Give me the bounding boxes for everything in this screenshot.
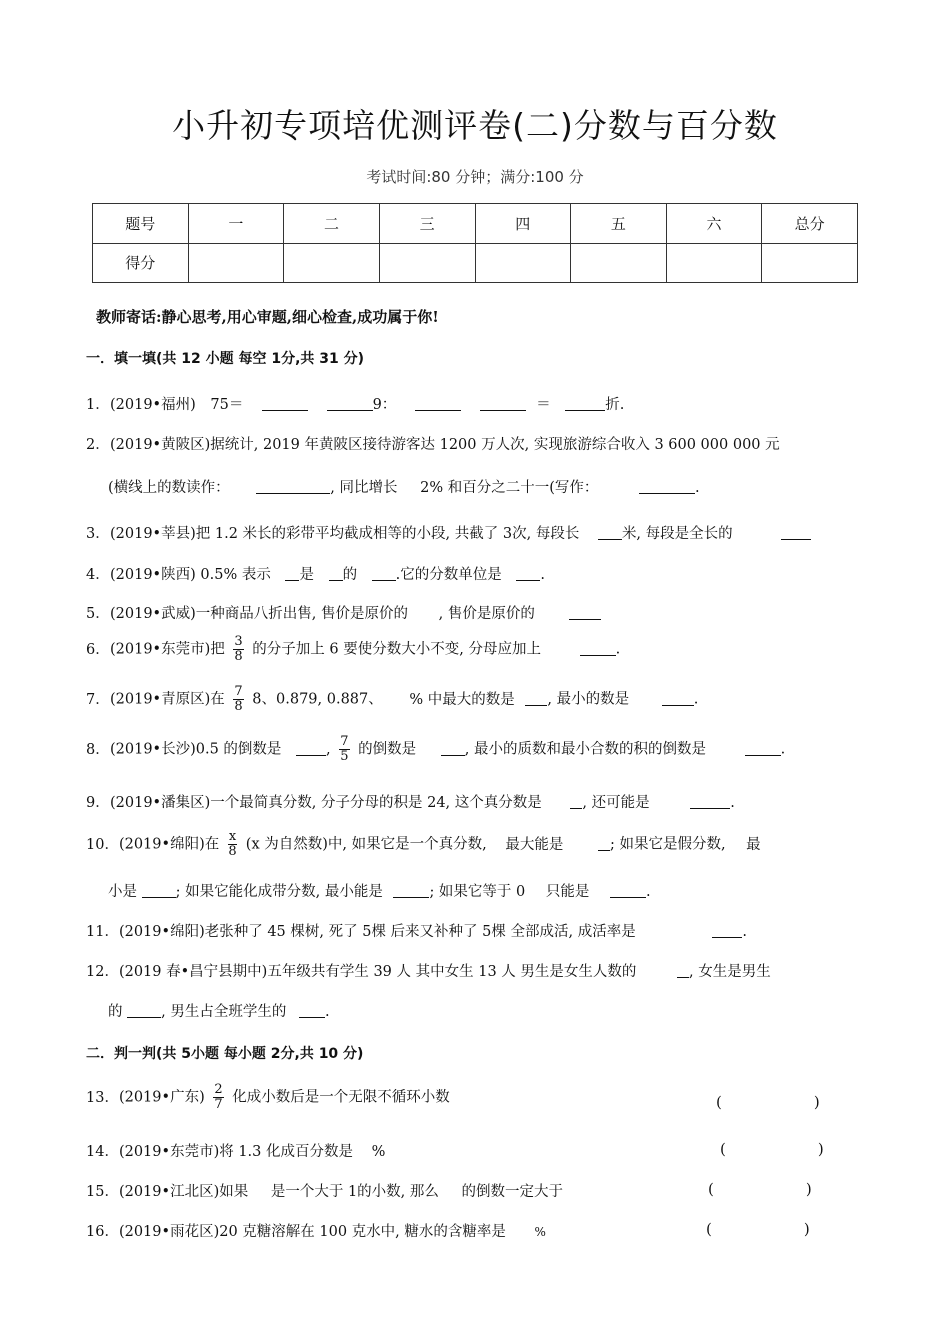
answer-blank[interactable]	[570, 794, 582, 809]
question-6: 6．(2019•东莞市)把 $\frac{3}{8}$ 的分子加上 6 要使分数大小不变, 分母应加上 .	[86, 634, 621, 664]
answer-blank[interactable]	[525, 691, 547, 706]
score-cell[interactable]	[379, 243, 475, 283]
question-15: 15．(2019•江北区)如果 是一个大于 1的小数, 那么 的倒数一定大于	[86, 1184, 564, 1200]
score-cell[interactable]	[284, 243, 380, 283]
question-7: 7．(2019•青原区)在 $\frac{7}{8}$ 8、0.879, 0.887、 % 中最大的数是 , 最小的数是 .	[86, 684, 699, 714]
answer-blank[interactable]	[610, 883, 646, 898]
question-2-line-2: (横线上的数读作： , 同比增长 2% 和百分之二十一(写作： .	[108, 480, 700, 496]
fraction: $\frac{3}{8}$	[234, 634, 243, 664]
question-12-line-2: 的 , 男生占全班学生的 .	[108, 1004, 330, 1020]
question-4: 4．(2019•陕西) 0.5% 表示 是 的 .它的分数单位是 .	[86, 567, 545, 583]
score-table-header-row	[93, 204, 858, 244]
answer-blank[interactable]	[285, 566, 299, 581]
question-11: 11．(2019•绵阳)老张种了 45 棵树, 死了 5棵 后来又补种了 5棵 全部成活, 成活率是 .	[86, 924, 747, 940]
exam-info: 考试时间:80 分钟；满分:100 分	[366, 168, 584, 186]
score-cell[interactable]	[762, 243, 858, 283]
header-cell: 二	[284, 204, 380, 244]
question-1: 1．(2019•福州) 75＝ 9： ＝ 折.	[86, 397, 625, 413]
answer-blank[interactable]	[639, 479, 695, 494]
answer-blank[interactable]	[781, 525, 811, 540]
score-cell[interactable]	[571, 243, 667, 283]
teacher-message: 教师寄话:静心思考,用心审题,细心检查,成功属于你!	[96, 308, 439, 326]
answer-blank[interactable]	[299, 1003, 325, 1018]
question-12: 12．(2019 春•昌宁县期中)五年级共有学生 39 人 其中女生 13 人 男生是女生人数的 , 女生是男生	[86, 964, 771, 980]
answer-blank[interactable]	[415, 396, 461, 411]
answer-blank[interactable]	[262, 396, 308, 411]
answer-blank[interactable]	[598, 525, 622, 540]
fraction: $\frac{x}{8}$	[228, 829, 237, 859]
header-cell: 五	[571, 204, 667, 244]
answer-blank[interactable]	[393, 883, 429, 898]
question-3: 3．(2019•莘县)把 1.2 米长的彩带平均截成相等的小段, 共截了 3次, 每段长 米, 每段是全长的	[86, 522, 811, 543]
question-2: 2．(2019•黄陂区)据统计, 2019 年黄陂区接待游客达 1200 万人次, 实现旅游综合收入 3 600 000 000 元	[86, 437, 780, 453]
header-cell: 六	[666, 204, 762, 244]
question-9: 9．(2019•潘集区)一个最简真分数, 分子分母的积是 24, 这个真分数是 , 还可能是 .	[86, 795, 735, 811]
header-cell: 一	[188, 204, 284, 244]
score-cell[interactable]	[188, 243, 284, 283]
header-cell: 总分	[762, 204, 858, 244]
answer-blank[interactable]	[565, 396, 605, 411]
answer-blank[interactable]	[480, 396, 526, 411]
answer-blank[interactable]	[329, 566, 343, 581]
answer-blank[interactable]	[142, 883, 176, 898]
answer-blank[interactable]	[662, 691, 694, 706]
question-10: 10．(2019•绵阳)在 $\frac{x}{8}$ (x 为自然数)中, 如果它是一个真分数, 最大能是 ; 如果它是假分数, 最	[86, 829, 761, 859]
answer-blank[interactable]	[441, 741, 465, 756]
answer-parentheses[interactable]: ( )	[706, 1220, 810, 1238]
question-13: 13．(2019•广东) $\frac{2}{7}$ 化成小数后是一个无限不循环小数	[86, 1082, 450, 1112]
answer-parentheses[interactable]: ( )	[720, 1140, 824, 1158]
fraction: $\frac{7}{5}$	[340, 734, 349, 764]
score-cell[interactable]	[666, 243, 762, 283]
answer-parentheses[interactable]: ( )	[708, 1180, 812, 1198]
answer-parentheses[interactable]: ( )	[716, 1093, 820, 1111]
answer-blank[interactable]	[712, 923, 742, 938]
answer-blank[interactable]	[327, 396, 373, 411]
answer-blank[interactable]	[598, 836, 610, 851]
page-title: 小升初专项培优测评卷(二)分数与百分数	[172, 106, 778, 145]
answer-blank[interactable]	[677, 963, 689, 978]
fraction: $\frac{2}{7}$	[214, 1082, 223, 1112]
question-5: 5．(2019•武威)一种商品八折出售, 售价是原价的 , 售价是原价的	[86, 602, 601, 623]
question-16: 16．(2019•雨花区)20 克糖溶解在 100 克水中, 糖水的含糖率是 %	[86, 1224, 546, 1240]
score-cell[interactable]	[475, 243, 571, 283]
score-table	[92, 203, 858, 283]
question-8: 8．(2019•长沙)0.5 的倒数是 , $\frac{7}{5}$ 的倒数是 , 最小的质数和最小合数的积的倒数是 .	[86, 734, 786, 764]
section-heading-judge: 二．判一判(共 5小题 每小题 2分,共 10 分)	[86, 1046, 364, 1062]
answer-blank[interactable]	[127, 1003, 161, 1018]
row-label: 得分	[93, 243, 189, 283]
answer-blank[interactable]	[580, 641, 616, 656]
score-table-score-row	[93, 243, 858, 283]
question-10-line-2: 小是 ; 如果它能化成带分数, 最小能是 ; 如果它等于 0 只能是 .	[108, 884, 651, 900]
answer-blank[interactable]	[516, 566, 540, 581]
header-cell: 四	[475, 204, 571, 244]
header-cell: 三	[379, 204, 475, 244]
answer-blank[interactable]	[372, 566, 396, 581]
answer-blank[interactable]	[569, 605, 601, 620]
question-14: 14．(2019•东莞市)将 1.3 化成百分数是 %	[86, 1144, 386, 1160]
answer-blank[interactable]	[256, 479, 330, 494]
answer-blank[interactable]	[745, 741, 781, 756]
section-heading-fill: 一．填一填(共 12 小题 每空 1分,共 31 分)	[86, 351, 365, 367]
fraction: $\frac{7}{8}$	[234, 684, 243, 714]
header-cell: 题号	[93, 204, 189, 244]
answer-blank[interactable]	[296, 741, 326, 756]
answer-blank[interactable]	[690, 794, 730, 809]
